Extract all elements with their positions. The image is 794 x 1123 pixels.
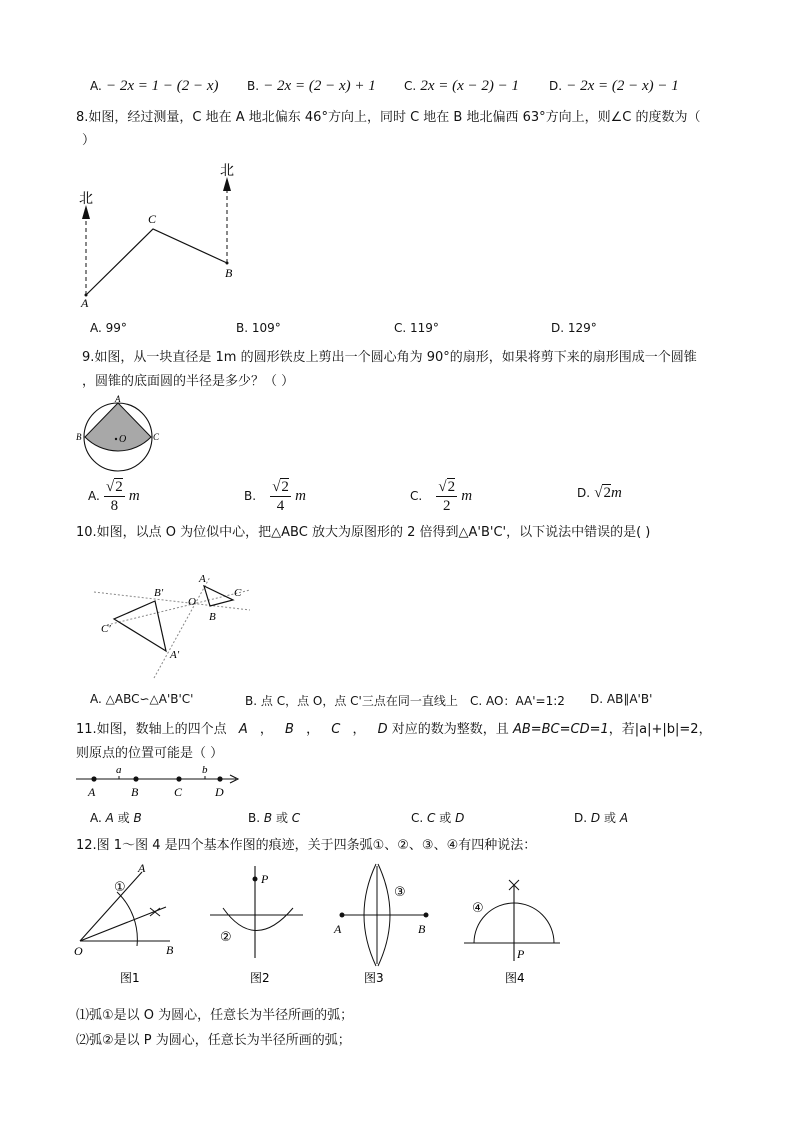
q10-option-b[interactable]: B. 点 C，点 O，点 C'三点在同一直线上 <box>245 694 458 708</box>
arc-label-4: ④ <box>472 901 484 916</box>
caption-fig2: 图2 <box>250 971 270 985</box>
q11-option-d[interactable]: D. D 或 A <box>574 811 629 825</box>
q10-option-d[interactable]: D. AB∥A'B' <box>590 692 653 706</box>
point-b <box>133 776 138 781</box>
q12-question: 12.图 1～图 4 是四个基本作图的痕迹，关于四条弧①、②、③、④有四种说法： <box>76 838 537 853</box>
caption-fig1: 图1 <box>120 971 140 985</box>
q8-option-b[interactable]: B. 109° <box>236 321 281 335</box>
q11-option-c[interactable]: C. C 或 D <box>411 811 465 825</box>
arc-1 <box>117 892 137 946</box>
q11-question-line2: 则原点的位置可能是（ ） <box>76 746 224 761</box>
north-arrow-a <box>82 205 90 219</box>
label-o: O <box>74 944 83 958</box>
q7-option-d[interactable]: D. − 2x = (2 − x) − 1 <box>549 78 679 94</box>
label-b: B <box>209 611 216 623</box>
label-o: O <box>119 434 127 445</box>
q12-figure-1 <box>70 858 190 990</box>
triangle-a2b2c2 <box>114 601 166 651</box>
label-a: A <box>199 573 206 585</box>
label-b: B <box>418 922 426 936</box>
label-b: B <box>166 943 174 957</box>
q12-figure-4 <box>458 858 568 990</box>
label-a-lower: a <box>116 764 122 776</box>
label-b: B <box>131 785 139 799</box>
caption-fig4: 图4 <box>505 971 525 985</box>
label-p: P <box>261 872 269 886</box>
q7-option-a[interactable]: A. − 2x = 1 − (2 − x) <box>90 78 219 94</box>
q9-option-c[interactable]: C. $\frac{√2}{2}$ m <box>410 479 473 514</box>
q12-statement-1: ⑴弧①是以 O 为圆心，任意长为半径所画的弧； <box>76 1008 354 1023</box>
arc-label-3: ③ <box>394 885 406 900</box>
label-c: C <box>174 785 183 799</box>
path-acb <box>86 229 227 295</box>
q8-option-a[interactable]: A. 99° <box>90 321 127 335</box>
q12-figure-2 <box>205 858 305 990</box>
arc-label-2: ② <box>220 930 232 945</box>
point-d <box>217 776 222 781</box>
bisector <box>80 907 166 941</box>
q11-option-a[interactable]: A. A 或 B <box>90 811 142 825</box>
label-a: A <box>334 922 342 936</box>
q10-question: 10.如图，以点 O 为位似中心，把△ABC 放大为原图形的 2 倍得到△A'B'C'，以下说法中错误的是( ) <box>76 525 651 540</box>
label-a2: A′ <box>170 649 180 661</box>
label-b: B <box>76 432 82 442</box>
dotted-line-bb <box>107 590 250 625</box>
ray-oa <box>80 872 142 941</box>
q11-question-line1: 11.如图，数轴上的四个点 A ， B ， C ， D 对应的数为整数，且 AB=BC=CD=1，若|a|+|b|=2， <box>76 722 712 737</box>
q12-figure-3 <box>330 858 440 990</box>
q9-option-a[interactable]: A. $\frac{√2}{8}$ m <box>88 479 140 514</box>
label-c2: C′ <box>101 623 111 635</box>
north-label-b: 北 <box>220 163 234 179</box>
q11-option-b[interactable]: B. B 或 C <box>248 811 301 825</box>
q8-option-d[interactable]: D. 129° <box>551 321 597 335</box>
caption-fig3: 图3 <box>364 971 384 985</box>
point-p <box>253 877 258 882</box>
label-p: P <box>517 947 525 961</box>
q10-option-c[interactable]: C. AO：AA'=1:2 <box>470 694 565 708</box>
sector <box>85 403 151 451</box>
label-o: O <box>188 596 196 608</box>
point-c <box>176 776 181 781</box>
point-a <box>340 913 345 918</box>
q9-question-line1: 9.如图，从一块直径是 1m 的圆形铁皮上剪出一个圆心角为 90°的扇形，如果将剪下来的扇形围成一个圆锥 <box>82 350 697 365</box>
q11-number-line <box>74 763 244 803</box>
label-b-lower: b <box>202 764 208 776</box>
label-d: D <box>215 785 224 799</box>
label-c: C <box>148 212 157 226</box>
q9-figure <box>74 394 164 474</box>
q9-question-line2: ，圆锥的底面圆的半径是多少？（ ） <box>82 374 295 389</box>
q10-figure <box>92 565 254 680</box>
north-arrow-b <box>223 177 231 191</box>
q8-option-c[interactable]: C. 119° <box>394 321 439 335</box>
q7-option-c[interactable]: C. 2x = (x − 2) − 1 <box>404 78 520 94</box>
q7-option-b[interactable]: B. − 2x = (2 − x) + 1 <box>247 78 376 94</box>
dotted-line-cc <box>94 592 250 610</box>
q12-statement-2: ⑵弧②是以 P 为圆心，任意长为半径所画的弧； <box>76 1033 351 1048</box>
q8-question-line1: 8.如图，经过测量，C 地在 A 地北偏东 46°方向上，同时 C 地在 B 地北偏西 63°方向上，则∠C 的度数为（ <box>76 110 701 125</box>
q10-option-a[interactable]: A. △ABC∽△A'B'C' <box>90 692 194 706</box>
label-c: C <box>153 432 160 442</box>
north-label-a: 北 <box>79 191 93 207</box>
label-a: A <box>138 861 146 875</box>
label-a: A <box>81 296 89 310</box>
q8-figure <box>70 155 250 315</box>
label-a: A <box>88 785 96 799</box>
arc-label-1: ① <box>114 880 126 895</box>
q8-question-line2: ） <box>82 133 96 148</box>
q9-option-b[interactable]: B. $\frac{√2}{4}$ m <box>244 479 306 514</box>
label-a: A <box>115 394 121 404</box>
triangle-abc <box>204 586 233 606</box>
arc-2 <box>223 908 293 931</box>
label-b2: B′ <box>154 587 164 599</box>
label-c: C <box>234 587 242 599</box>
point-b <box>424 913 429 918</box>
point-a <box>91 776 96 781</box>
q9-option-d[interactable]: D. √2m <box>577 485 622 501</box>
label-b: B <box>225 266 233 280</box>
